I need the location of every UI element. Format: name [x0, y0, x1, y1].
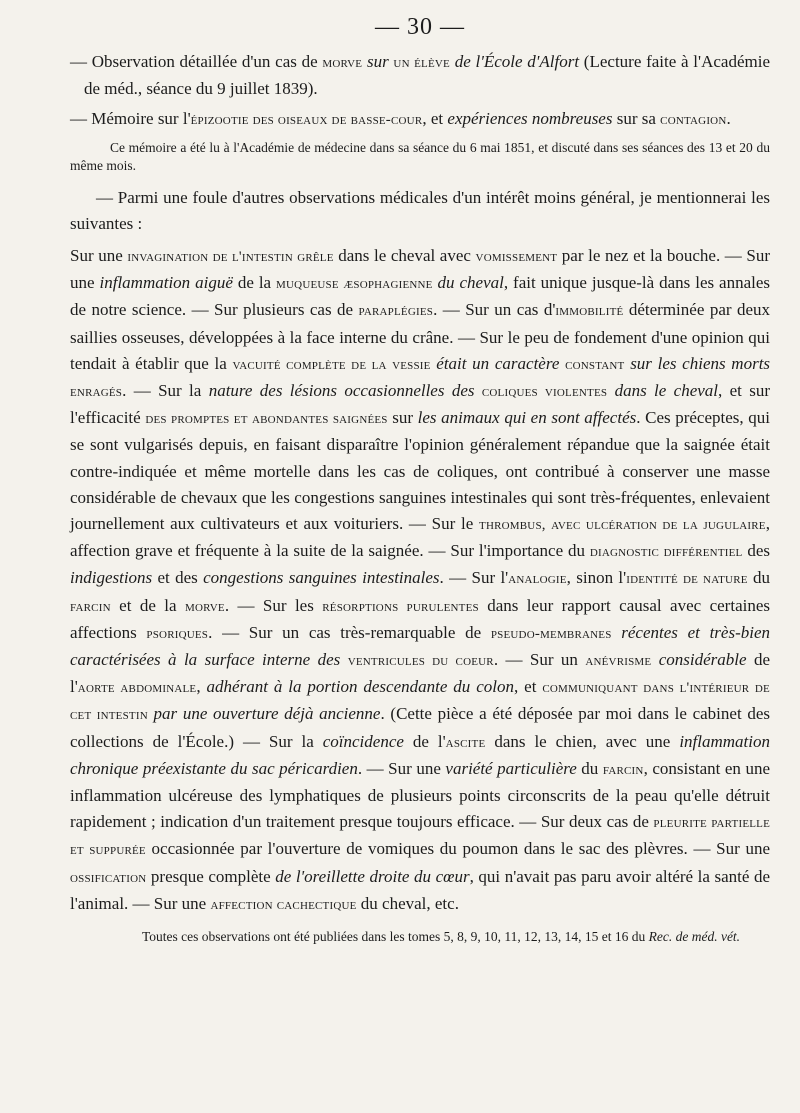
- smallcaps-term: invagination de l'intestin grêle: [127, 249, 334, 265]
- body-text-run: . (Cette pièce a été déposée par moi dans le cabinet des collections de l'École.) — Sur la: [70, 704, 770, 751]
- body-text-run: sur: [387, 408, 418, 428]
- footnote-text: Toutes ces observations ont été publiées dans les tomes 5, 8, 9, 10, 11, 12, 13, 14, 15 et 16 du: [142, 929, 649, 945]
- body-text-run: presque complète: [146, 866, 276, 886]
- observations-paragraph: [70, 243, 770, 918]
- body-text-run: dans le chien, avec une: [485, 731, 680, 751]
- body-text-run: . — Sur une: [357, 758, 446, 778]
- italic-term: par une ouverture déjà ancienne: [153, 704, 381, 724]
- body-text-run: . — Sur un cas très-remarquable de: [208, 622, 491, 642]
- smallcaps-term: constant: [565, 356, 625, 373]
- entry-smallcaps: morve: [322, 55, 363, 71]
- body-text-run: et de la: [110, 595, 185, 615]
- smallcaps-term: pleurite partielle et suppurée: [70, 815, 770, 859]
- italic-term: les animaux qui en sont affectés: [417, 408, 637, 428]
- smallcaps-term: diagnostic différentiel: [589, 544, 743, 561]
- smallcaps-term: des promptes et abondantes saignées: [145, 411, 388, 428]
- body-text-run: de l': [70, 650, 771, 697]
- entry-text: .: [726, 109, 731, 128]
- footnote-journal: Rec. de méd. vét.: [648, 929, 741, 945]
- smallcaps-term: farcin: [602, 761, 644, 778]
- italic-term: indigestions: [70, 568, 153, 588]
- body-text-run: . — Sur un cas d': [433, 300, 556, 320]
- body-text-run: . Ces préceptes, qui se sont vulgarisés depuis, en faisant disparaître l'opinion généralement répandue que la saignée était contre-indiquée et même mortelle dans les cas de coliques, ont contribué à conserver une masse considérable de chevaux que les congestions sanguines intestinales qui sont très-fréquentes, enlevaient journellement aux cultivateurs et aux voituriers. — Sur le: [70, 408, 771, 534]
- italic-term: récentes et très-bien caractérisées à la surface interne des: [70, 622, 770, 670]
- entry-epizootie-memoire: [70, 106, 770, 133]
- italic-term: du cheval: [437, 273, 504, 293]
- body-text-run: . — Sur la: [122, 381, 209, 401]
- body-text-run: [475, 381, 482, 400]
- smallcaps-term: thrombus, avec ulcération de la jugulaire: [479, 517, 766, 534]
- body-text-run: [340, 650, 347, 669]
- body-text-run: . — Sur l': [439, 568, 509, 588]
- entry-morve-observation: [70, 49, 770, 102]
- body-text-run: . — Sur les: [224, 595, 323, 615]
- entry-text: — Observation détaillée d'un cas de: [70, 52, 323, 71]
- italic-term: coïncidence: [322, 731, 404, 751]
- smallcaps-term: muqueuse æsophagienne: [276, 276, 433, 293]
- memoire-note: Ce mémoire a été lu à l'Académie de médecine dans sa séance du 6 mai 1851, et discuté dans ses séances des 13 et 20 du même mois.: [70, 140, 770, 173]
- smallcaps-term: analogie: [508, 571, 567, 588]
- smallcaps-term: résorptions purulentes: [322, 598, 479, 615]
- body-text-run: , et: [514, 677, 543, 697]
- entry-smallcaps: contagion: [660, 112, 727, 128]
- italic-term: variété particulière: [445, 758, 577, 778]
- body-text-run: de la: [232, 273, 277, 293]
- entry-text: — Mémoire sur l': [70, 109, 191, 128]
- italic-term: inflammation chronique préexistante du sac péricardien: [70, 731, 770, 778]
- smallcaps-term: anévrisme: [585, 653, 652, 670]
- body-text-run: . — Sur un: [493, 650, 586, 670]
- body-text-run: du: [576, 758, 603, 778]
- entry-text: (Lecture faite à l'Académie de méd., séance du 9 juillet 1839).: [84, 52, 771, 98]
- body-text-run: occasionnée par l'ouverture de vomiques du poumon dans le sac des plèvres. — Sur une: [145, 839, 770, 859]
- smallcaps-term: enragés: [70, 384, 123, 401]
- smallcaps-term: coliques violentes: [481, 384, 608, 401]
- smallcaps-term: ventricules du coeur: [347, 653, 494, 670]
- entry-italic: sur: [366, 52, 389, 71]
- body-text-run: , consistant en une inflammation ulcéreuse des lymphatiques de plusieurs points circonscrits de la peau qu'elle détruit rapidement ; indication d'un traitement presque toujours efficace. — Sur deux cas de: [70, 758, 770, 832]
- page-number: — 30 —: [375, 14, 465, 40]
- body-text-run: Sur une: [70, 246, 128, 265]
- body-text-run: dans leur rapport causal avec certaines affections: [70, 595, 770, 642]
- italic-term: de l'oreillette droite du cœur: [275, 866, 470, 886]
- body-text-run: du: [747, 568, 770, 588]
- body-text-run: par le nez et la bouche. — Sur une: [70, 246, 770, 293]
- body-text-run: [651, 650, 658, 669]
- italic-term: adhérant à la portion descendante du colon: [206, 677, 514, 697]
- body-text-run: déterminée par deux saillies osseuses, développées à la face interne du crâne. — Sur le peu de fondement d'une opinion qui tendait à établir que la: [70, 300, 771, 373]
- smallcaps-term: ossification: [70, 869, 147, 886]
- body-text-run: dans le cheval avec: [333, 246, 476, 265]
- smallcaps-term: pseudo-membranes: [490, 625, 612, 642]
- body-text-run: , et sur l'efficacité: [70, 381, 771, 428]
- body-text-run: , affection grave et fréquente à la suite de la saignée. — Sur l'importance du: [70, 514, 770, 561]
- italic-term: inflammation aiguë: [99, 273, 233, 293]
- italic-term: considérable: [658, 650, 747, 670]
- smallcaps-term: vacuité complète de la vessie: [232, 356, 431, 373]
- smallcaps-term: affection cachectique: [210, 896, 357, 913]
- body-text-run: et des: [152, 568, 204, 588]
- smallcaps-term: identité de nature: [626, 571, 748, 588]
- smallcaps-term: vomissement: [475, 249, 558, 265]
- entry-text: sur sa: [612, 109, 661, 128]
- smallcaps-term: ascite: [445, 734, 486, 751]
- smallcaps-term: morve: [184, 598, 225, 615]
- body-text-run: du cheval, etc.: [356, 893, 459, 913]
- body-text-run: des: [742, 541, 770, 561]
- body-text-run: , sinon l': [566, 568, 627, 588]
- smallcaps-term: communiquant dans l'intérieur de cet intestin: [70, 680, 770, 724]
- italic-term: sur les chiens morts: [630, 353, 771, 373]
- body-text-run: , qui n'avait pas paru avoir altéré la santé de l'animal. — Sur une: [70, 866, 770, 913]
- entry-italic: expériences nombreuses: [447, 109, 613, 128]
- italic-term: était un caractère: [436, 353, 560, 373]
- smallcaps-term: aorte abdominale: [77, 680, 197, 697]
- entry-text: , et: [422, 109, 448, 128]
- smallcaps-term: paraplégies: [358, 303, 434, 320]
- italic-term: nature des lésions occasionnelles des: [208, 381, 475, 401]
- entry-smallcaps: un élève: [393, 55, 450, 71]
- italic-term: congestions sanguines intestinales: [203, 568, 440, 588]
- body-text-run: de l': [403, 731, 446, 751]
- intro-paragraph: — Parmi une foule d'autres observations médicales d'un intérêt moins général, je mentionnerai les suivantes :: [70, 188, 770, 233]
- body-text-run: [612, 623, 622, 642]
- smallcaps-term: farcin: [70, 598, 111, 615]
- body-text-run: [607, 381, 614, 400]
- smallcaps-term: immobilité: [555, 303, 624, 320]
- body-text-run: ,: [196, 677, 207, 697]
- footnote: [70, 928, 770, 946]
- entry-italic: de l'École d'Alfort: [454, 52, 580, 71]
- body-text-run: , fait unique jusque-là dans les annales de notre science. — Sur plusieurs cas de: [70, 273, 771, 320]
- entry-smallcaps: épizootie des oiseaux de basse-cour: [190, 112, 423, 128]
- italic-term: dans le cheval: [614, 381, 719, 401]
- smallcaps-term: psoriques: [146, 625, 209, 642]
